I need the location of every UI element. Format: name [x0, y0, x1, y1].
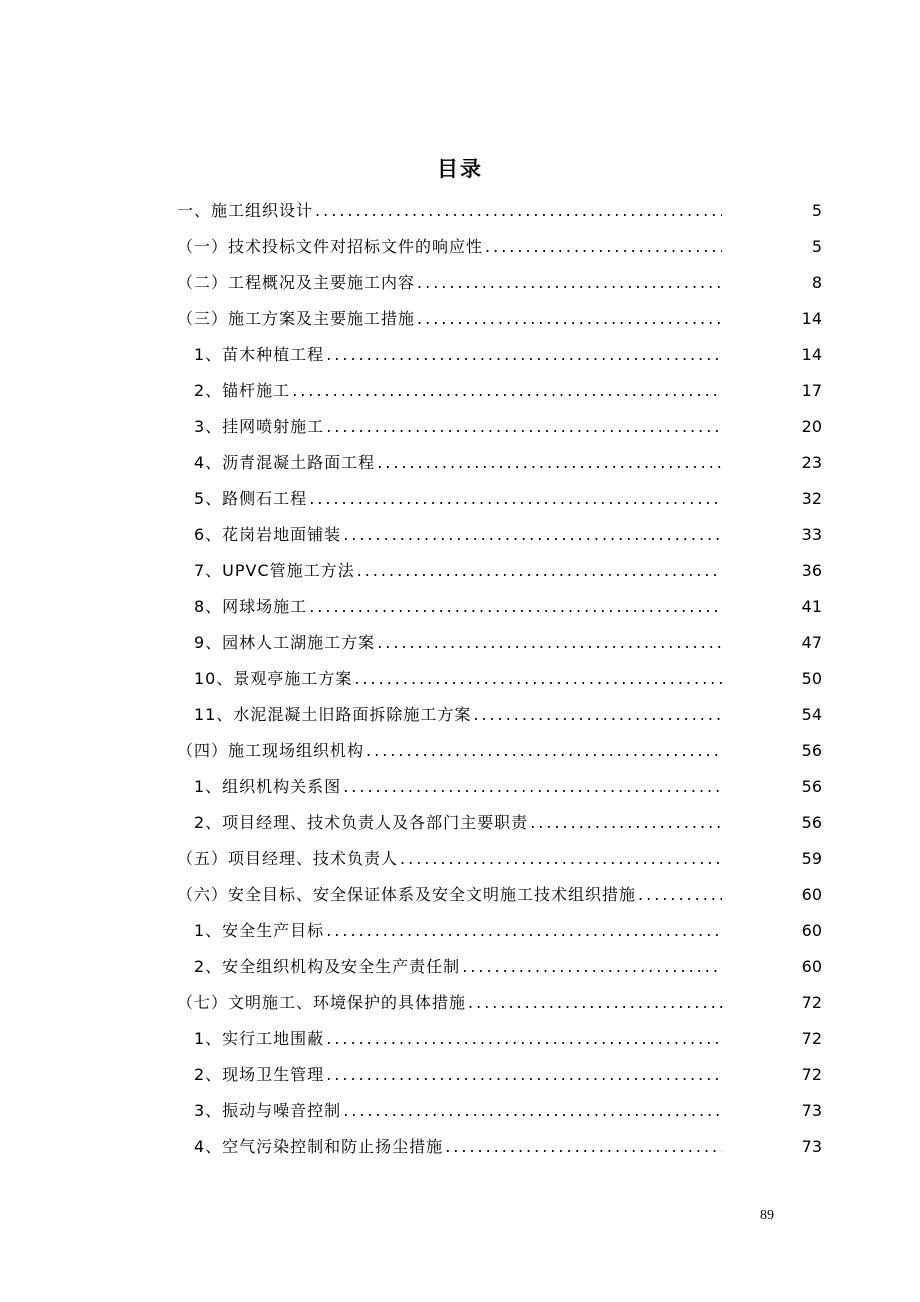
toc-entry[interactable]: [0, 229, 920, 265]
toc-entry-text: 4、沥青混凝土路面工程: [194, 453, 376, 472]
toc-entry-page: 54: [801, 705, 822, 724]
toc-leader-dots: [354, 661, 722, 697]
toc-entry-text: 4、空气污染控制和防止扬尘措施: [194, 1137, 444, 1156]
toc-entry[interactable]: [0, 769, 920, 805]
toc-entry-text: 一、施工组织设计: [177, 201, 314, 220]
toc-entry[interactable]: [0, 949, 920, 985]
toc-entry-page: 20: [801, 417, 822, 436]
toc-entry[interactable]: [0, 985, 920, 1021]
toc-entry[interactable]: [0, 373, 920, 409]
toc-leader-dots: [366, 733, 722, 769]
toc-entry-text: 9、园林人工湖施工方案: [194, 633, 376, 652]
toc-entry[interactable]: [0, 877, 920, 913]
toc-entry-page: 72: [801, 1029, 822, 1048]
toc-leader-dots: [309, 481, 722, 517]
toc-entry-page: 36: [801, 561, 822, 580]
toc-entry[interactable]: [0, 265, 920, 301]
toc-entry-text: 2、现场卫生管理: [194, 1065, 325, 1084]
toc-entry-page: 23: [801, 453, 822, 472]
toc-entry[interactable]: [0, 625, 920, 661]
toc-leader-dots: [417, 265, 722, 301]
toc-entry[interactable]: [0, 337, 920, 373]
toc-entry-text: 1、实行工地围蔽: [194, 1029, 325, 1048]
toc-entry-page: 33: [801, 525, 822, 544]
toc-entry-page: 41: [801, 597, 822, 616]
toc-entry-text: （一）技术投标文件对招标文件的响应性: [177, 237, 484, 256]
toc-entry-page: 14: [801, 345, 822, 364]
toc-leader-dots: [343, 1093, 722, 1129]
toc-entry-page: 8: [811, 273, 822, 292]
toc-entry-text: 5、路侧石工程: [194, 489, 308, 508]
toc-entry[interactable]: [0, 589, 920, 625]
toc-leader-dots: [326, 1021, 722, 1057]
toc-leader-dots: [343, 517, 722, 553]
toc-entry[interactable]: [0, 913, 920, 949]
toc-entry[interactable]: [0, 733, 920, 769]
toc-entry-text: （四）施工现场组织机构: [177, 741, 365, 760]
toc-entry[interactable]: [0, 1021, 920, 1057]
toc-leader-dots: [326, 1057, 722, 1093]
toc-leader-dots: [309, 589, 722, 625]
toc-entry-text: 2、锚杆施工: [194, 381, 291, 400]
toc-entry[interactable]: [0, 517, 920, 553]
toc-entry[interactable]: [0, 805, 920, 841]
toc-leader-dots: [417, 301, 722, 337]
toc-entry[interactable]: [0, 409, 920, 445]
page-number: 89: [760, 1208, 774, 1223]
toc-title: 目录: [437, 157, 483, 181]
toc-leader-dots: [462, 949, 722, 985]
toc-leader-dots: [326, 913, 722, 949]
toc-entry[interactable]: [0, 841, 920, 877]
toc-entry-text: （三）施工方案及主要施工措施: [177, 309, 416, 328]
toc-entry-page: 59: [801, 849, 822, 868]
toc-entry-text: 11、水泥混凝土旧路面拆除施工方案: [194, 705, 472, 724]
toc-entry-text: 10、景观亭施工方案: [194, 669, 353, 688]
toc-entry[interactable]: [0, 661, 920, 697]
toc-entry-page: 73: [801, 1101, 822, 1120]
toc-leader-dots: [485, 229, 722, 265]
toc-entry-page: 47: [801, 633, 822, 652]
toc-entry[interactable]: [0, 193, 920, 229]
toc-entry-text: （五）项目经理、技术负责人: [177, 849, 399, 868]
toc-entry-text: （六）安全目标、安全保证体系及安全文明施工技术组织措施: [177, 885, 637, 904]
toc-entry-page: 14: [801, 309, 822, 328]
toc-entry[interactable]: [0, 1057, 920, 1093]
toc-entry-page: 32: [801, 489, 822, 508]
toc-entry[interactable]: [0, 1093, 920, 1129]
toc-leader-dots: [377, 625, 722, 661]
toc-entry-page: 50: [801, 669, 822, 688]
toc-list: [0, 193, 920, 1165]
toc-leader-dots: [377, 445, 722, 481]
toc-entry-text: 6、花岗岩地面铺装: [194, 525, 342, 544]
toc-entry[interactable]: [0, 481, 920, 517]
toc-entry-page: 5: [811, 237, 822, 256]
toc-entry-text: 1、组织机构关系图: [194, 777, 342, 796]
toc-entry-page: 72: [801, 993, 822, 1012]
toc-entry-page: 60: [801, 885, 822, 904]
toc-leader-dots: [315, 193, 722, 229]
toc-entry-page: 73: [801, 1137, 822, 1156]
toc-leader-dots: [473, 697, 722, 733]
toc-leader-dots: [530, 805, 722, 841]
toc-leader-dots: [292, 373, 722, 409]
toc-entry-text: 3、挂网喷射施工: [194, 417, 325, 436]
toc-entry-text: 3、振动与噪音控制: [194, 1101, 342, 1120]
toc-leader-dots: [326, 409, 722, 445]
toc-entry[interactable]: [0, 445, 920, 481]
toc-entry-text: （七）文明施工、环境保护的具体措施: [177, 993, 467, 1012]
toc-leader-dots: [468, 985, 722, 1021]
toc-entry[interactable]: [0, 301, 920, 337]
toc-entry-text: 1、安全生产目标: [194, 921, 325, 940]
toc-entry-text: 7、UPVC管施工方法: [194, 561, 355, 580]
toc-entry-page: 56: [801, 813, 822, 832]
toc-entry-text: 8、网球场施工: [194, 597, 308, 616]
toc-entry[interactable]: [0, 697, 920, 733]
toc-leader-dots: [343, 769, 722, 805]
toc-leader-dots: [326, 337, 722, 373]
toc-leader-dots: [400, 841, 722, 877]
toc-entry[interactable]: [0, 553, 920, 589]
toc-entry-text: 1、苗木种植工程: [194, 345, 325, 364]
toc-entry-page: 17: [801, 381, 822, 400]
toc-leader-dots: [638, 877, 722, 913]
toc-entry-page: 60: [801, 957, 822, 976]
toc-leader-dots: [357, 553, 722, 589]
toc-entry-page: 56: [801, 777, 822, 796]
toc-entry-page: 60: [801, 921, 822, 940]
toc-entry-text: 2、项目经理、技术负责人及各部门主要职责: [194, 813, 529, 832]
toc-entry-page: 5: [811, 201, 822, 220]
toc-entry-text: 2、安全组织机构及安全生产责任制: [194, 957, 461, 976]
toc-leader-dots: [445, 1129, 722, 1165]
toc-entry[interactable]: [0, 1129, 920, 1165]
toc-entry-page: 72: [801, 1065, 822, 1084]
toc-entry-text: （二）工程概况及主要施工内容: [177, 273, 416, 292]
toc-entry-page: 56: [801, 741, 822, 760]
